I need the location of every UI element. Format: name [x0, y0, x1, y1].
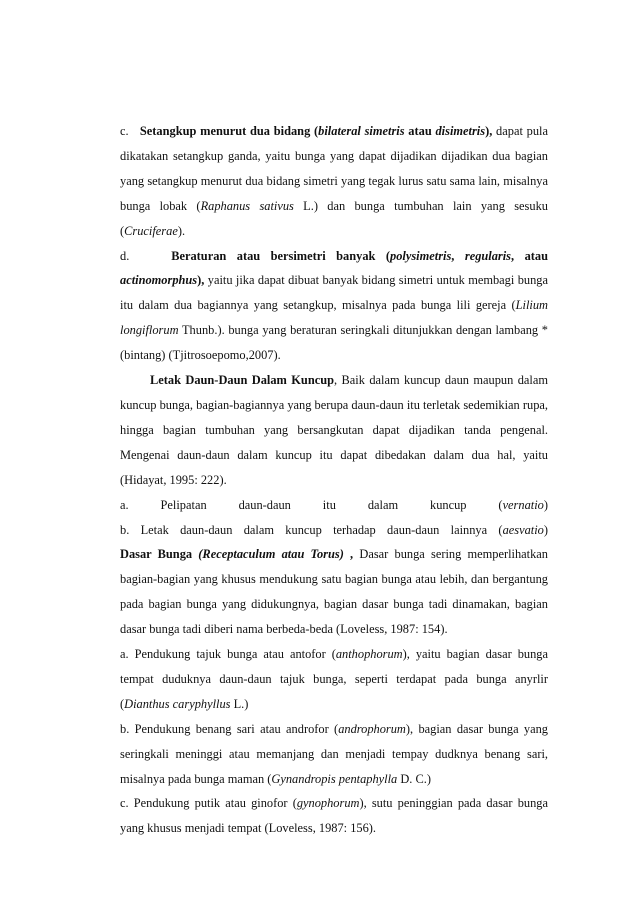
section-heading: Letak Daun-Daun Dalam Kuncup [150, 373, 334, 388]
list-marker: c. [120, 124, 129, 138]
paragraph-beraturan [120, 244, 548, 369]
list-item-letak: b. Letak daun-daun dalam kuncup terhadap daun-daun lainnya (aesvatio) [120, 522, 548, 537]
body-text: Thunb.). bunga yang beraturan seringkali ditunjukkan dengan lambang * (bintang) (Tjitrosoepomo,2007). [120, 323, 548, 363]
term-heading: Beraturan atau bersimetri banyak (polysimetris, regularis, atau actinomorphus), [120, 248, 548, 288]
body-text: Dasar bunga sering memperlihatkan bagian-bagian yang khusus mendukung satu bagian bunga atau lebih, dan bergantung pada bagian bunga yang didukungnya, bagian dasar bunga tadi dinamakan, bagian dasar bunga tadi diberi nama berbeda-beda (Loveless, 1987: 154). [120, 547, 549, 637]
family-name: Cruciferae [124, 223, 178, 238]
section-heading: Dasar Bunga (Receptaculum atau Torus) , [120, 547, 354, 562]
body-text: dapat pula dikatakan setangkup ganda, yaitu bunga yang dapat dijadikan dijadikan dua bagian yang setangkup menurut dua bidang simetri yang tegak lurus satu sama lain, misalnya bunga lobak ( [120, 124, 548, 213]
document-page [120, 119, 548, 841]
term-heading: Setangkup menurut dua bidang (bilateral simetris atau disimetris), [139, 124, 493, 138]
body-text: yaitu jika dapat dibuat banyak bidang simetri untuk membagi bunga itu dalam dua bagiannya yang setangkup, misalnya pada bunga lili gereja ( [120, 273, 548, 313]
body-text: , Baik dalam kuncup daun maupun dalam kuncup bunga, bagian-bagiannya yang berupa daun-daun itu terletak sedemikian rupa, hingga bagian tumbuhan yang bersangkutan dapat dijadikan tanda pengenal. Mengenai daun-daun dalam kuncup itu dapat dibedakan dalam dua hal, yaitu (Hidayat, 1995: 222). [120, 373, 548, 487]
species-name: Raphanus sativus [200, 198, 294, 213]
species-name: Lilium longiflorum [120, 298, 548, 338]
paragraph-letak-daun [120, 368, 548, 493]
list-item-antofor: a. Pendukung tajuk bunga atau antofor (anthophorum), yaitu bagian dasar bunga tempat duduknya daun-daun tajuk bunga, seperti terdapat pada bunga anyrlir (Dianthus caryphyllus L.) [120, 647, 548, 711]
paragraph-dasar-bunga [120, 542, 548, 642]
list-item-pelipatan: a. Pelipatan daun-daun itu dalam kuncup (vernatio) [120, 497, 548, 512]
list-item-androfor: b. Pendukung benang sari atau androfor (androphorum), bagian dasar bunga yang seringkali meninggi atau memanjang dan menjadi tempay dudknya benang sari, misalnya pada bunga maman (Gynandropis pentaphylla D. C.) [120, 721, 549, 786]
body-text: L.) dan bunga tumbuhan lain yang sesuku ( [120, 198, 548, 238]
list-marker: d. [120, 248, 130, 263]
paragraph-setangkup-ganda: c. Setangkup menurut dua bidang (bilateral simetris atau disimetris), dapat pula dikatakan setangkup ganda, yaitu bunga yang dapat dijadikan dijadikan dua bagian yang setangkup menurut dua bidang simetri yang tegak lurus satu sama lain, misalnya bunga lobak (Raphanus sativus L.) dan bunga tumbuhan lain yang sesuku (Cruciferae). [120, 124, 548, 238]
list-item-ginofor: c. Pendukung putik atau ginofor (gynophorum), sutu peninggian pada dasar bunga yang khusus menjadi tempat (Loveless, 1987: 156). [120, 796, 548, 836]
